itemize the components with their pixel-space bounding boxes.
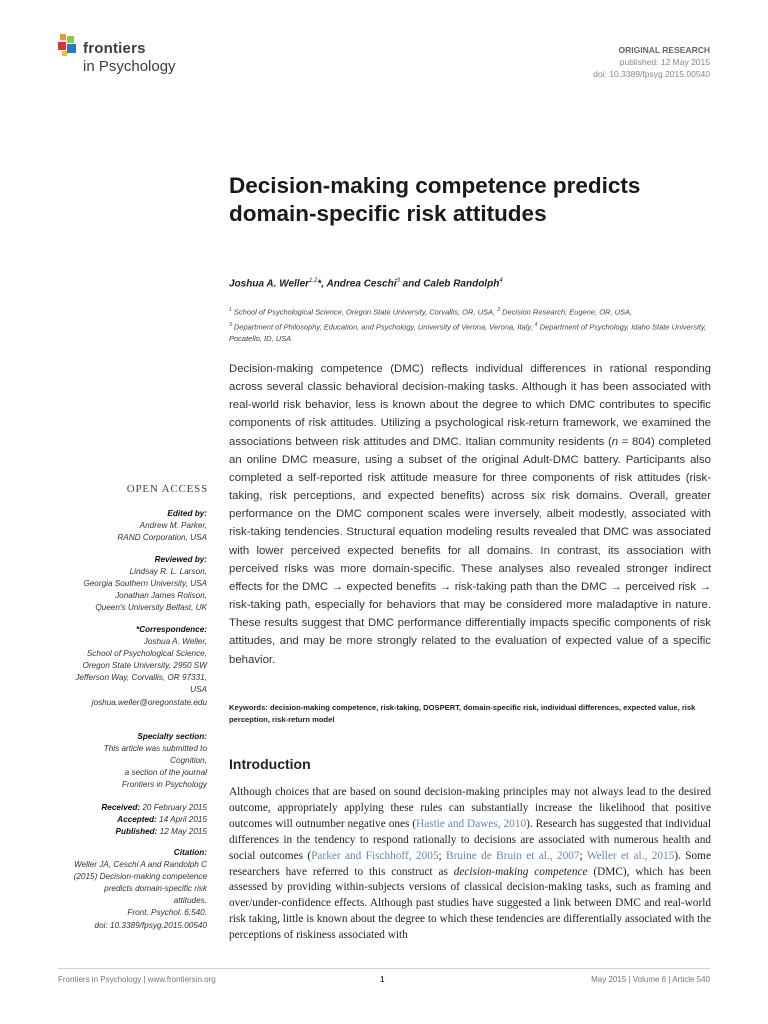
reviewer-affil: Georgia Southern University, USA bbox=[83, 579, 207, 589]
reviewed-by bbox=[30, 554, 207, 614]
specialty-line: Frontiers in Psychology bbox=[121, 780, 207, 790]
keywords-label: Keywords: bbox=[229, 703, 268, 712]
author-separator: and bbox=[399, 278, 424, 290]
body-text: ). Research has suggested that individual differences in the tendency to respond rationally to decisions are associated with numerous health and social outcomes ( bbox=[229, 817, 711, 862]
edited-by bbox=[30, 508, 207, 544]
abstract-text: Decision-making competence (DMC) reflects individual differences in rational responding across several classic behavioral decision-making tasks. Although it has been associated with real-world risk behavior, less is known about the degree to which DMC contributes to specific components of risk attitudes. Utilizing a psychological risk-return framework, we examined the associations between risk attitudes and DMC. Italian community residents ( bbox=[229, 363, 711, 448]
introduction-text bbox=[229, 785, 711, 944]
author-name[interactable]: Joshua A. Weller bbox=[229, 278, 310, 290]
page-number: 1 bbox=[380, 975, 385, 984]
author-list bbox=[229, 278, 729, 289]
citation-line: Front. Psychol. 6:540. bbox=[127, 908, 207, 918]
citation-line: Weller JA, Ceschi A and Randolph C bbox=[73, 860, 207, 870]
specialty-section bbox=[30, 731, 207, 791]
correspondence-email[interactable]: joshua.weller@oregonstate.edu bbox=[91, 697, 207, 707]
logo-title: frontiers bbox=[83, 40, 146, 57]
article-meta bbox=[593, 44, 710, 80]
edited-by-label: Edited by: bbox=[167, 509, 207, 518]
footer-divider bbox=[58, 968, 710, 969]
author-affil-marks: 1,2 bbox=[309, 278, 318, 284]
affil-number: 3 bbox=[229, 321, 232, 328]
affil-number: 1 bbox=[229, 307, 232, 313]
accepted-label: Accepted: bbox=[117, 815, 157, 825]
abstract bbox=[229, 360, 711, 669]
published-date: published: 12 May 2015 bbox=[619, 57, 710, 67]
citation-link[interactable]: Hastie and Dawes, 2010 bbox=[416, 817, 527, 830]
affil-text: Department of Philosophy, Education, and Psychology, University of Verona, Verona, Italy, bbox=[233, 322, 533, 331]
accepted-date: 14 April 2015 bbox=[156, 815, 207, 825]
published-date-side: 12 May 2015 bbox=[157, 827, 207, 837]
body-text: Although choices that are based on sound decision-making principles may not always lead to the desired outcome, appropriately applying these rules can substantially increase the likelihood that positive outcomes will outnumber negative ones ( bbox=[229, 786, 711, 830]
specialty-line: Cognition, bbox=[170, 756, 207, 766]
author-affil-marks: 4 bbox=[499, 278, 503, 284]
author-name[interactable]: Andrea Ceschi bbox=[326, 278, 397, 290]
citation-line: (2015) Decision-making competence bbox=[73, 872, 207, 882]
received-label: Received: bbox=[101, 803, 141, 812]
correspondence-line: USA bbox=[190, 685, 207, 695]
correspondence-line: Oregon State University, 2950 SW bbox=[82, 661, 207, 671]
abstract-text: = 804) completed an online DMC measure, using a subset of the original Adult-DMC battery. Participants also completed a self-reported risk attitude measure for three components of risk attitudes (risk-taking, risk perceptions, and expected benefits) across six risk domains. Overall, greater performance on the DMC component scales were inversely, albeit modestly, associated with risk-taking tendencies. Structural equation modeling results revealed that DMC was associated with lower perceived expected benefits for all domains. In contrast, its association with perceived risks was more domain-specific. These analyses also revealed stronger indirect effects for the DMC → expected benefits → risk-taking path than the DMC → perceived risk → risk-taking path, especially for behaviors that may be considered more maladaptive in nature. These results suggest that DMC performance differentially impacts specific components of risk attitudes, and may be more strongly related to the evaluation of expected value of a specific behavior. bbox=[229, 435, 711, 666]
citation-link[interactable]: Parker and Fischhoff, 2005 bbox=[311, 849, 439, 862]
specialty-line: This article was submitted to bbox=[103, 744, 207, 754]
published-label: Published: bbox=[115, 827, 158, 837]
citation-doi[interactable]: doi: 10.3389/fpsyg.2015.00540 bbox=[94, 920, 207, 930]
correspondence-label: *Correspondence: bbox=[136, 625, 207, 634]
correspondence-line: School of Psychological Science, bbox=[86, 649, 207, 659]
citation-link[interactable]: Bruine de Bruin et al., 2007 bbox=[446, 849, 580, 862]
article-dates bbox=[30, 802, 207, 838]
correspondence bbox=[30, 624, 207, 709]
author-separator: , bbox=[321, 278, 327, 290]
reviewer-name: Lindsay R. L. Larson, bbox=[129, 567, 207, 577]
reviewer-name: Jonathan James Rolison, bbox=[115, 591, 207, 601]
editor-affil: RAND Corporation, USA bbox=[117, 533, 207, 543]
citation-label: Citation: bbox=[173, 848, 207, 857]
affil-text: Decision Research, Eugene, OR, USA, bbox=[502, 307, 633, 317]
citation-link[interactable]: Weller et al., 2015 bbox=[586, 849, 675, 862]
emphasis-term: decision-making competence bbox=[453, 865, 588, 878]
citation bbox=[30, 847, 207, 932]
footer-journal[interactable]: Frontiers in Psychology | www.frontiersin.org bbox=[58, 975, 216, 984]
logo-subtitle: in Psychology bbox=[83, 58, 176, 75]
affiliations bbox=[229, 304, 719, 345]
keywords bbox=[229, 702, 711, 726]
citation-line: predicts domain-specific risk bbox=[104, 884, 207, 894]
frontiers-logo-icon bbox=[58, 34, 80, 58]
affil-text: Department of Psychology, Idaho State University, Pocatello, ID, USA bbox=[229, 322, 707, 343]
correspondence-line: Joshua A. Weller, bbox=[143, 637, 207, 647]
open-access-label: OPEN ACCESS bbox=[126, 483, 208, 495]
abstract-variable: n bbox=[611, 435, 619, 448]
footer-issue: May 2015 | Volume 6 | Article 540 bbox=[591, 975, 710, 984]
body-text: ; bbox=[579, 849, 587, 862]
affil-number: 2 bbox=[497, 307, 500, 313]
keywords-text: decision-making competence, risk-taking, DOSPERT, domain-specific risk, individual differences, expected value, risk perception, risk-return model bbox=[229, 703, 696, 724]
article-type: ORIGINAL RESEARCH bbox=[618, 45, 710, 55]
body-text: ; bbox=[438, 849, 447, 862]
citation-line: attitudes. bbox=[173, 896, 207, 906]
specialty-line: a section of the journal bbox=[124, 768, 207, 778]
body-text: ). Some researchers have referred to this construct as bbox=[229, 849, 711, 878]
article-title: Decision-making competence predicts domain-specific risk attitudes bbox=[229, 173, 641, 226]
reviewer-affil: Queen's University Belfast, UK bbox=[95, 603, 207, 613]
body-text: (DMC), which has been assessed by providing within-subjects versions of classical decision-making tasks, such as framing and over/under-confidence effects. Although past studies have suggested a link between DMC and real-world risk taking, little is known about the degree to which these tendencies are differentially associated with the perceptions of riskiness associated with bbox=[229, 865, 712, 942]
reviewed-by-label: Reviewed by: bbox=[154, 555, 207, 564]
received-date: 20 February 2015 bbox=[140, 803, 207, 812]
affil-text: School of Psychological Science, Oregon State University, Corvallis, OR, USA, bbox=[233, 307, 496, 317]
specialty-label: Specialty section: bbox=[137, 732, 207, 741]
corresponding-mark: * bbox=[317, 278, 322, 290]
journal-logo bbox=[58, 34, 258, 84]
author-affil-marks: 3 bbox=[396, 278, 400, 284]
correspondence-line: Jefferson Way, Corvallis, OR 97331, bbox=[75, 673, 207, 683]
affil-number: 4 bbox=[534, 321, 538, 328]
doi[interactable]: doi: 10.3389/fpsyg.2015.00540 bbox=[593, 69, 710, 79]
author-name[interactable]: Caleb Randolph bbox=[423, 278, 500, 290]
section-heading-introduction: Introduction bbox=[229, 756, 311, 772]
editor-name: Andrew M. Parker, bbox=[139, 521, 207, 531]
